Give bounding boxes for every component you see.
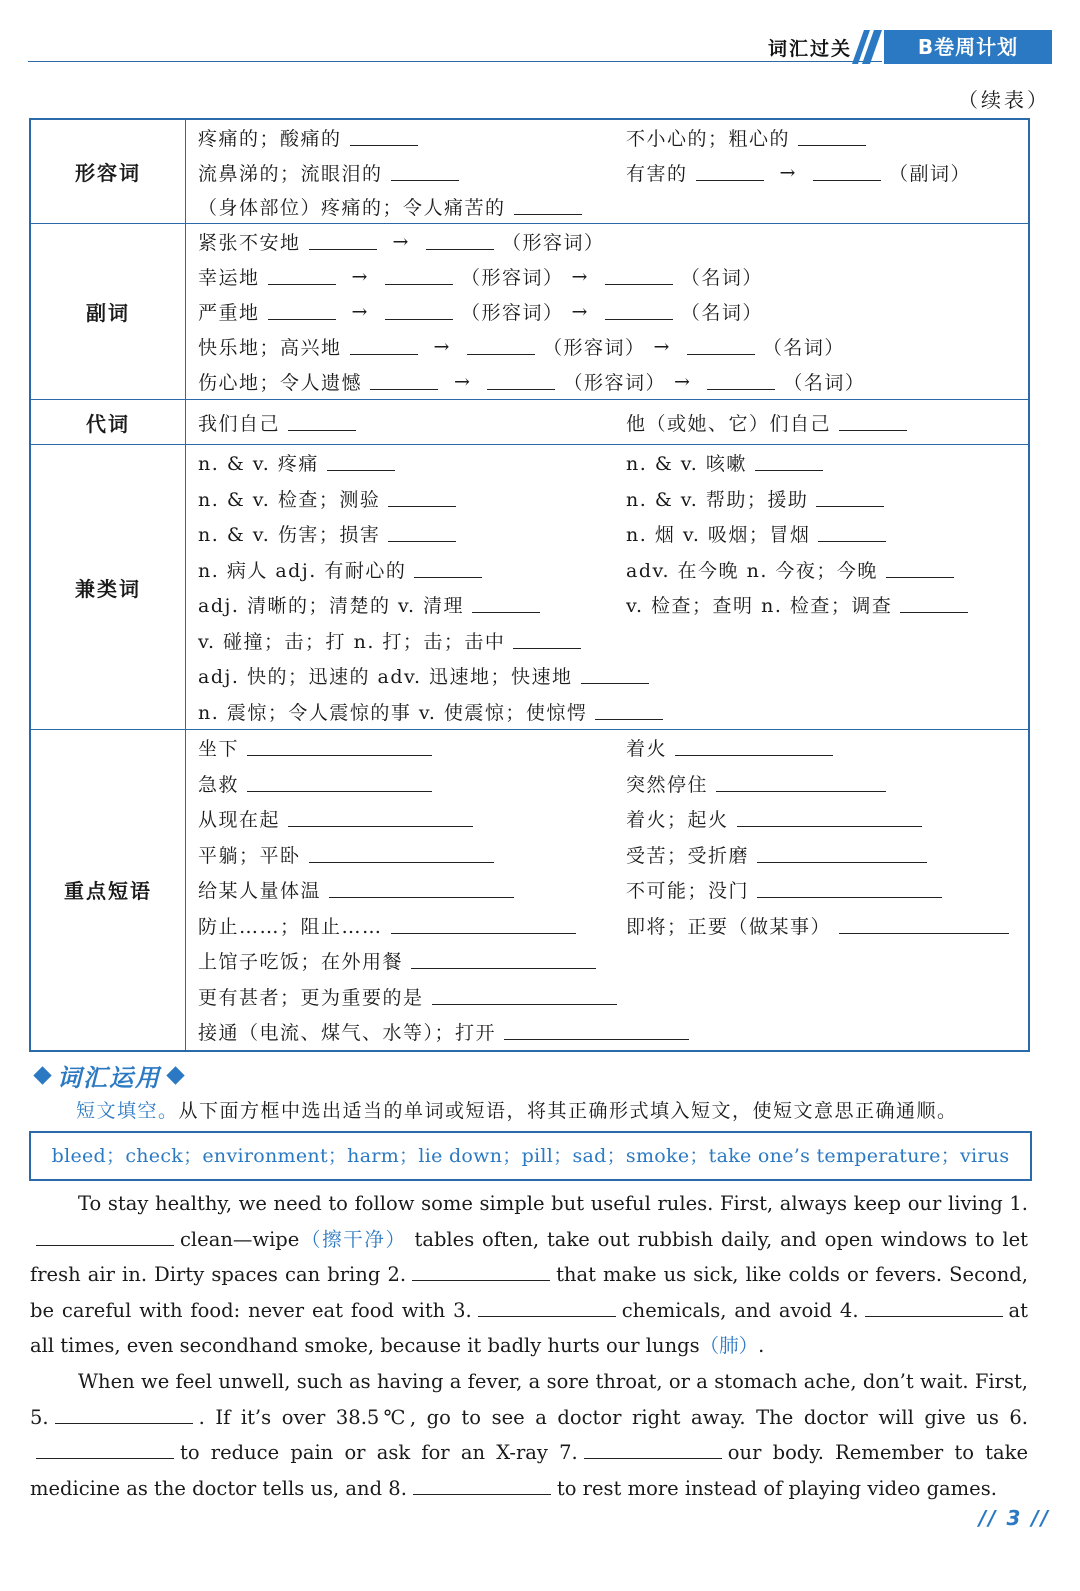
answer-blank[interactable] — [388, 490, 456, 507]
table-row-multi-class — [30, 445, 1029, 730]
answer-blank[interactable] — [816, 490, 884, 507]
list-item: adj. 清晰的；清楚的 v. 清理 v. 检查；查明 n. 检查；调查 — [186, 587, 1028, 623]
answer-blank[interactable] — [716, 775, 886, 792]
answer-blank[interactable] — [432, 988, 617, 1005]
category-content — [186, 224, 1030, 400]
list-item: n. & v. 检查；测验 n. & v. 帮助；援助 — [186, 481, 1028, 517]
instructions — [76, 1096, 958, 1123]
answer-blank[interactable] — [388, 525, 456, 542]
answer-blank[interactable] — [581, 667, 649, 684]
section-title: 词汇过关 — [767, 38, 852, 60]
answer-blank[interactable] — [687, 338, 755, 355]
answer-blank[interactable] — [818, 525, 886, 542]
category-content — [186, 730, 1030, 1051]
instructions-label: 短文填空。 — [76, 1100, 179, 1122]
answer-blank[interactable] — [757, 846, 927, 863]
category-label: 代词 — [30, 400, 186, 445]
answer-blank[interactable] — [472, 596, 540, 613]
answer-blank[interactable] — [467, 338, 535, 355]
table-row-adjectives — [30, 119, 1029, 224]
answer-blank[interactable] — [36, 1227, 174, 1246]
answer-blank[interactable] — [385, 303, 453, 320]
answer-blank[interactable] — [504, 1023, 689, 1040]
category-label: 形容词 — [30, 119, 186, 224]
list-item: 流鼻涕的；流眼泪的 有害的 → （副词） — [198, 161, 971, 185]
answer-blank[interactable] — [370, 373, 438, 390]
answer-blank[interactable] — [288, 414, 356, 431]
answer-blank[interactable] — [247, 775, 432, 792]
category-content — [186, 400, 1030, 445]
answer-blank[interactable] — [839, 917, 1009, 934]
paragraph: To stay healthy, we need to follow some simple but useful rules. First, always keep our living 1.clean—wipe（擦干净） tables often, take out rubbish daily, and open windows to let fresh air in. Dirty spaces can bring 2. that make us sick, like colds or fevers. Second, be careful with food: never eat food with 3. chemicals, and avoid 4. at all times, even secondhand smoke, because it badly hurts our lungs（肺）. — [30, 1192, 1028, 1358]
list-item: 从现在起 着火；起火 — [186, 801, 1028, 837]
answer-blank[interactable] — [839, 414, 907, 431]
answer-blank[interactable] — [411, 952, 596, 969]
answer-blank[interactable] — [309, 846, 494, 863]
answer-blank[interactable] — [391, 164, 459, 181]
answer-blank[interactable] — [385, 268, 453, 285]
list-item: 急救 突然停住 — [186, 766, 1028, 802]
answer-blank[interactable] — [288, 810, 473, 827]
answer-blank[interactable] — [886, 561, 954, 578]
answer-blank[interactable] — [350, 129, 418, 146]
answer-blank[interactable] — [584, 1440, 722, 1459]
list-item: 防止……；阻止…… 即将；正要（做某事） — [186, 908, 1028, 944]
answer-blank[interactable] — [605, 268, 673, 285]
answer-blank[interactable] — [595, 703, 663, 720]
vocabulary-table — [29, 118, 1030, 1052]
answer-blank[interactable] — [514, 198, 582, 215]
list-item: 严重地 → （形容词） → （名词） — [198, 300, 763, 324]
table-row-pronouns — [30, 400, 1029, 445]
table-row-phrases — [30, 730, 1029, 1051]
answer-blank[interactable] — [707, 373, 775, 390]
list-item: v. 碰撞；击；打 n. 打；击；击中 — [186, 623, 1028, 659]
list-item: 伤心地；令人遗憾 → （形容词） → （名词） — [198, 370, 866, 394]
answer-blank[interactable] — [755, 454, 823, 471]
answer-blank[interactable] — [813, 164, 881, 181]
list-item: n. & v. 疼痛 n. & v. 咳嗽 — [186, 445, 1028, 481]
section-heading-title: 词汇运用 — [57, 1064, 161, 1092]
list-item: 给某人量体温 不可能；没门 — [186, 872, 1028, 908]
category-content — [186, 119, 1030, 224]
answer-blank[interactable] — [55, 1405, 193, 1424]
answer-blank[interactable] — [350, 338, 418, 355]
category-label: 重点短语 — [30, 730, 186, 1051]
page-header — [28, 28, 1052, 64]
answer-blank[interactable] — [412, 1262, 550, 1281]
list-item: 幸运地 → （形容词） → （名词） — [198, 265, 763, 289]
answer-blank[interactable] — [426, 233, 494, 250]
answer-blank[interactable] — [513, 632, 581, 649]
category-label: 兼类词 — [30, 445, 186, 730]
header-rule — [28, 61, 882, 62]
instructions-text: 从下面方框中选出适当的单词或短语，将其正确形式填入短文，使短文意思正确通顺。 — [178, 1100, 958, 1122]
word-bank: bleed；check；environment；harm；lie down；pill；sad；smoke；take one’s temperature；virus — [29, 1131, 1032, 1181]
diamond-icon — [166, 1066, 184, 1084]
answer-blank[interactable] — [757, 881, 942, 898]
page-number: // 3 // — [978, 1506, 1050, 1530]
answer-blank[interactable] — [391, 917, 576, 934]
answer-blank[interactable] — [247, 739, 432, 756]
list-item: （身体部位）疼痛的；令人痛苦的 — [186, 190, 1028, 223]
category-content — [186, 445, 1030, 730]
slash-decoration-icon — [852, 30, 884, 64]
list-item: n. 病人 adj. 有耐心的 adv. 在今晚 n. 今夜；今晚 — [186, 552, 1028, 588]
answer-blank[interactable] — [268, 268, 336, 285]
list-item: 疼痛的；酸痛的 不小心的；粗心的 — [186, 120, 1028, 155]
answer-blank[interactable] — [675, 739, 833, 756]
answer-blank[interactable] — [737, 810, 922, 827]
answer-blank[interactable] — [478, 1298, 616, 1317]
answer-blank[interactable] — [327, 454, 395, 471]
answer-blank[interactable] — [696, 164, 764, 181]
list-item: 紧张不安地 → （形容词） — [198, 230, 605, 254]
brand-badge: B卷周计划 — [884, 30, 1052, 64]
list-item: 快乐地；高兴地 → （形容词） → （名词） — [198, 335, 845, 359]
list-item: n. 震惊；令人震惊的事 v. 使震惊；使惊愕 — [186, 694, 1028, 730]
answer-blank[interactable] — [487, 373, 555, 390]
answer-blank[interactable] — [900, 596, 968, 613]
answer-blank[interactable] — [329, 881, 514, 898]
diamond-icon — [33, 1066, 51, 1084]
table-row-adverbs — [30, 224, 1029, 400]
continued-label: （续表） — [958, 88, 1050, 112]
answer-blank[interactable] — [414, 561, 482, 578]
list-item: adj. 快的；迅速的 adv. 迅速地；快速地 — [186, 658, 1028, 694]
answer-blank[interactable] — [413, 1476, 551, 1495]
answer-blank[interactable] — [268, 303, 336, 320]
answer-blank[interactable] — [865, 1298, 1003, 1317]
section-heading — [28, 1058, 190, 1093]
answer-blank[interactable] — [605, 303, 673, 320]
list-item: 我们自己 他（或她、它）们自己 — [186, 402, 1028, 442]
list-item: n. & v. 伤害；损害 n. 烟 v. 吸烟；冒烟 — [186, 516, 1028, 552]
answer-blank[interactable] — [798, 129, 866, 146]
cloze-passage — [30, 1186, 1028, 1506]
list-item: 上馆子吃饭；在外用餐 — [186, 943, 1028, 979]
list-item: 更有甚者；更为重要的是 — [186, 979, 1028, 1015]
list-item: 平躺；平卧 受苦；受折磨 — [186, 837, 1028, 873]
category-label: 副词 — [30, 224, 186, 400]
paragraph: When we feel unwell, such as having a fever, a sore throat, or a stomach ache, don’t wait. First, 5. . If it’s over 38.5℃, go to see a doctor right away. The doctor will give us 6.to reduce pain or ask for an X-ray 7. our body. Remember to take medicine as the doctor tells us, and 8. to rest more instead of playing video games. — [30, 1369, 1028, 1500]
list-item: 坐下 着火 — [186, 730, 1028, 766]
list-item: 接通（电流、煤气、水等）；打开 — [186, 1014, 1028, 1050]
answer-blank[interactable] — [309, 233, 377, 250]
answer-blank[interactable] — [36, 1440, 174, 1459]
